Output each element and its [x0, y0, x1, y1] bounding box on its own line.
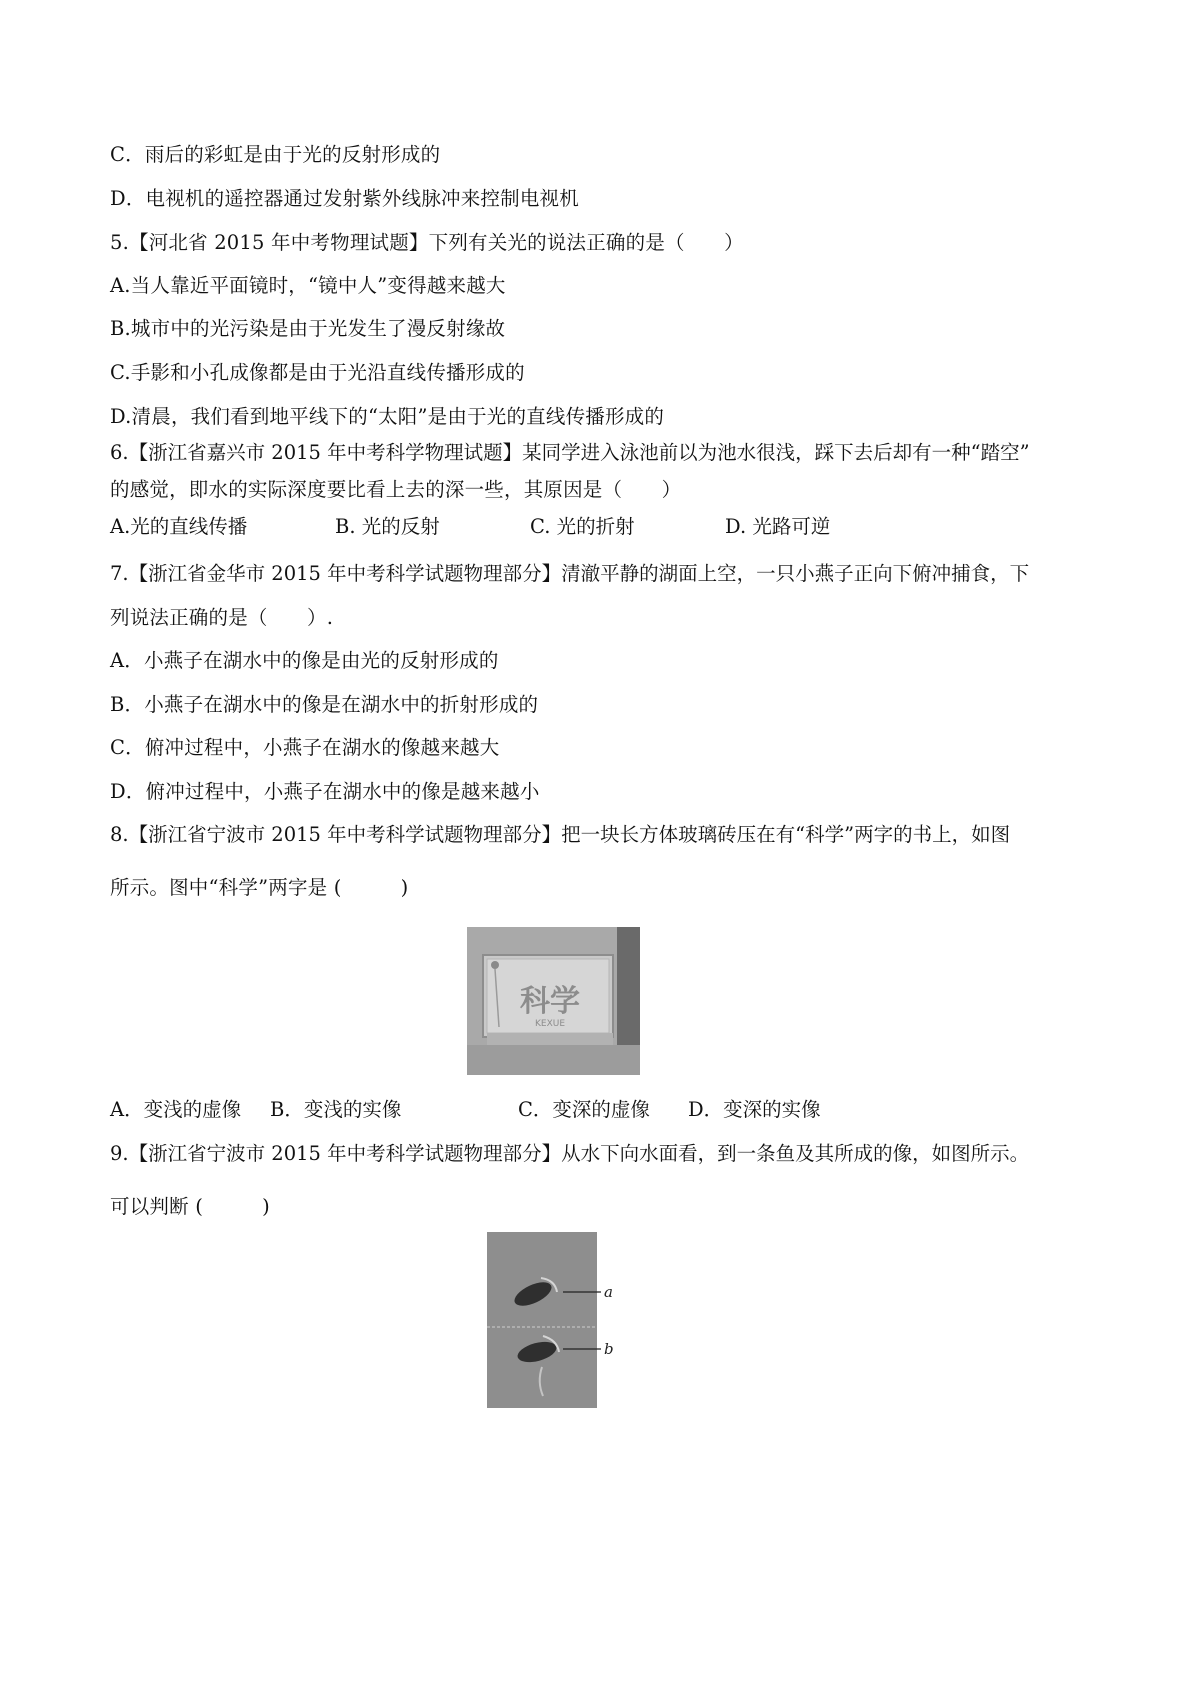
- q4-option-c: C．雨后的彩虹是由于光的反射形成的: [110, 143, 441, 166]
- q8-option-b: B．变浅的实像: [270, 1098, 402, 1121]
- q8-stem-line2: 所示。图中“科学”两字是 ( ): [110, 876, 409, 899]
- glass-brick-figure: [467, 927, 640, 1075]
- fish-label-a: a: [604, 1283, 613, 1301]
- q6-option-d: D. 光路可逆: [725, 515, 831, 538]
- q6-stem-line1: 6.【浙江省嘉兴市 2015 年中考科学物理试题】某同学进入泳池前以为池水很浅，踩下去后却有一种“踏空”: [110, 441, 1030, 464]
- q8-option-d: D．变深的实像: [688, 1098, 821, 1121]
- q7-option-c: C．俯冲过程中，小燕子在湖水的像越来越大: [110, 736, 500, 759]
- q5-option-c: C.手影和小孔成像都是由于光沿直线传播形成的: [110, 361, 525, 384]
- q7-option-a: A．小燕子在湖水中的像是由光的反射形成的: [110, 649, 499, 672]
- q6-stem-line2: 的感觉，即水的实际深度要比看上去的深一些，其原因是（ ）: [110, 478, 682, 501]
- fish-image-figure: [487, 1232, 627, 1408]
- q9-stem-line2: 可以判断 ( ): [110, 1195, 270, 1218]
- q7-option-d: D．俯冲过程中，小燕子在湖水中的像是越来越小: [110, 780, 540, 803]
- q7-stem-line2: 列说法正确的是（ ）.: [110, 606, 334, 629]
- q5-option-a: A.当人靠近平面镜时，“镜中人”变得越来越大: [110, 274, 506, 297]
- q7-stem-line1: 7.【浙江省金华市 2015 年中考科学试题物理部分】清澈平静的湖面上空，一只小燕子正向下俯冲捕食，下: [110, 562, 1030, 585]
- q5-stem: 5.【河北省 2015 年中考物理试题】下列有关光的说法正确的是（ ）: [110, 231, 744, 254]
- q4-option-d: D．电视机的遥控器通过发射紫外线脉冲来控制电视机: [110, 187, 579, 210]
- q7-option-b: B．小燕子在湖水中的像是在湖水中的折射形成的: [110, 693, 539, 716]
- q8-stem-line1: 8.【浙江省宁波市 2015 年中考科学试题物理部分】把一块长方体玻璃砖压在有“科学”两字的书上，如图: [110, 823, 1011, 846]
- q5-option-b: B.城市中的光污染是由于光发生了漫反射缘故: [110, 317, 506, 340]
- q9-stem-line1: 9.【浙江省宁波市 2015 年中考科学试题物理部分】从水下向水面看，到一条鱼及其所成的像，如图所示。: [110, 1142, 1030, 1165]
- q5-option-d: D.清晨，我们看到地平线下的“太阳”是由于光的直线传播形成的: [110, 405, 665, 428]
- figure-kexue-chars: 科学: [520, 984, 580, 1019]
- q6-option-a: A.光的直线传播: [110, 515, 248, 538]
- fish-label-b: b: [604, 1340, 614, 1358]
- q6-option-b: B. 光的反射: [335, 515, 440, 538]
- q8-option-a: A．变浅的虚像: [110, 1098, 242, 1121]
- figure-kexue-pinyin: KEXUE: [534, 1019, 566, 1029]
- q8-option-c: C．变深的虚像: [518, 1098, 650, 1121]
- q6-option-c: C. 光的折射: [530, 515, 635, 538]
